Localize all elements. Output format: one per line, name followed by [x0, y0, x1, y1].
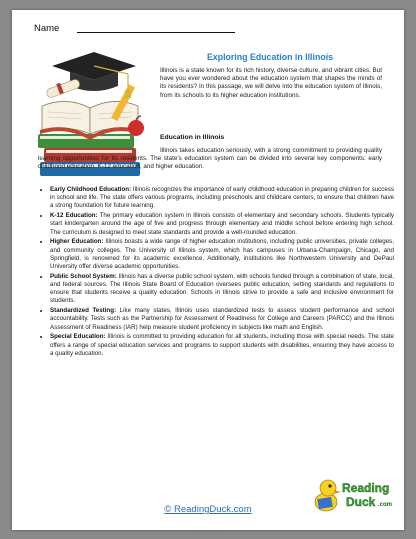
logo-text-line2: Duck [346, 495, 376, 509]
list-item-text: Illinois boasts a wide range of higher education institutions, including public universities, private colleges, and community colleges. The University of Illinois system, which has campuses in Urbana-Champaign, Chicago, and Springfield, is renowned for its academic excellence. Additionally, institutions like Northwestern University and DePaul University offer diverse academic opportunities. [50, 238, 394, 271]
intro-paragraph: Illinois is a state known for its rich history, diverse culture, and vibrant cities. But have you ever wondered about the education system that shapes the minds of its residents? In this passage, we will delve into the education system of Illinois, from its schools to its higher education institutions. [160, 67, 382, 99]
list-item-text: Like many states, Illinois uses standardized tests to assess student performance and school accountability. Tests such as the Partnership for Assessment of Readiness for College and Careers (PARCC) and the Illinois Assessment of Readiness (IAR) help measure student proficiency in subjects like math and English. [50, 307, 395, 331]
list-item-term: Special Education: [50, 333, 106, 341]
education-list [38, 186, 394, 360]
list-item-text: Illinois recognizes the importance of early childhood education in preparing children for success in school and life. The state offers various programs, including preschools and childcare centers, to ensure that children have a strong foundation for future learning. [50, 186, 394, 210]
footer-link[interactable]: © ReadingDuck.com [164, 504, 252, 515]
list-item [50, 238, 394, 271]
list-item [50, 333, 394, 358]
reading-duck-logo [312, 472, 398, 516]
section-paragraph: Illinois takes education seriously, with a strong commitment to providing quality learning opportunities for its residents. The state's education system can be divided into several key components: early childhood education, K-12 education, and higher education. [38, 147, 382, 171]
logo-text-suffix: .com [378, 502, 393, 508]
worksheet-page [12, 10, 404, 530]
list-item-text: Illinois has a diverse public school system, with schools funded through a combination of state, local, and federal sources. The Illinois State Board of Education oversees public education, setting standards and regulations to ensure that students receive a quality education. Schools in Illinois strive to provide a safe and inclusive environment for students. [50, 272, 394, 305]
list-item-term: Public School System: [50, 272, 117, 280]
list-item [50, 186, 394, 211]
passage-title: Exploring Education in Illinois [206, 52, 334, 62]
list-item [50, 307, 394, 332]
list-item-term: Early Childhood Education: [50, 186, 132, 193]
list-item [50, 273, 394, 306]
list-item [50, 212, 394, 237]
name-field-line[interactable] [77, 32, 235, 33]
list-item-text: Illinois is committed to providing education for all students, including those with special needs. The state offers a range of special education services and programs to support students with disabilities, ensuring they have access to a quality education. [50, 333, 394, 357]
list-item-term: Standardized Testing: [50, 307, 117, 315]
section-heading: Education in Illinois [160, 134, 225, 141]
list-item-term: K-12 Education: [50, 212, 98, 220]
name-label: Name [34, 23, 60, 34]
list-item-term: Higher Education: [50, 238, 104, 246]
logo-text-line1: Reading [342, 481, 390, 495]
list-item-text: The primary education system in Illinois consists of elementary and secondary schools. Students typically start kindergarten around the age of five and progress through elementary and middle school before entering high school. The curriculum is designed to meet state standards and provide a well-rounded education. [50, 212, 394, 236]
